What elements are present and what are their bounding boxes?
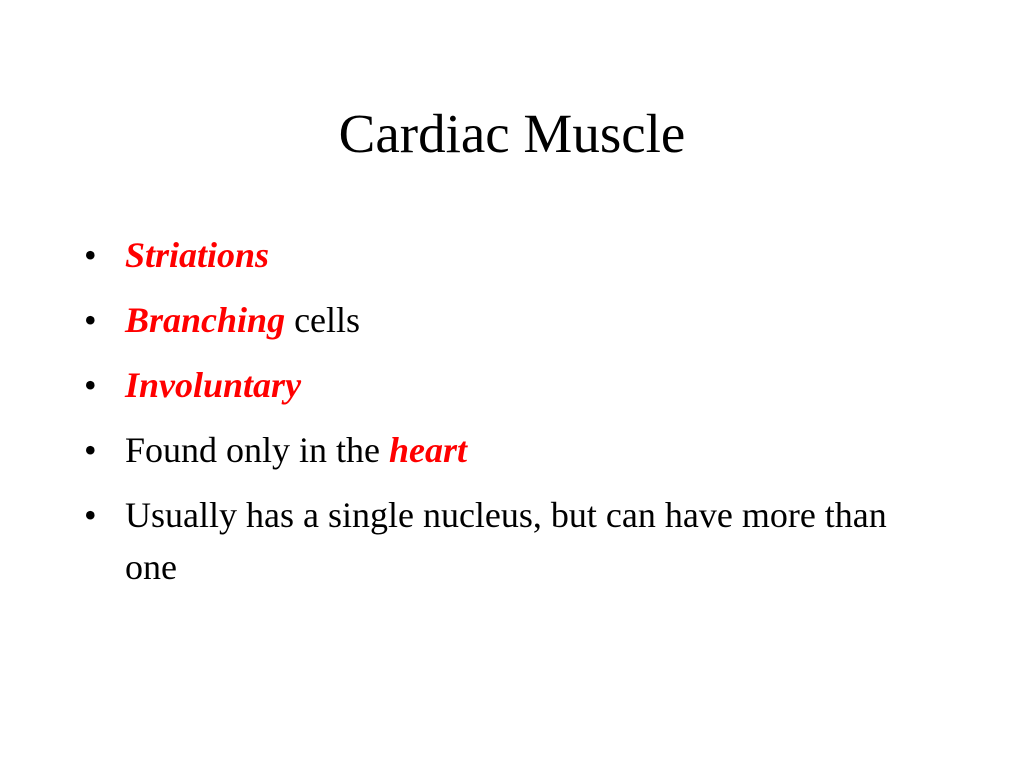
bullet-icon: • (84, 495, 97, 535)
bullet-icon: • (84, 365, 97, 405)
slide-title: Cardiac Muscle (338, 103, 686, 164)
bullet-emphasis: heart (389, 430, 468, 470)
bullet-icon: • (84, 430, 97, 470)
bullet-text: cells (285, 300, 361, 340)
bullet-item-heart (84, 424, 944, 476)
bullet-text: Found only in the (125, 430, 390, 470)
bullet-item-involuntary (84, 359, 944, 411)
bullet-icon: • (84, 235, 97, 275)
bullet-item-branching (84, 294, 944, 346)
bullet-emphasis: Involuntary (125, 365, 302, 405)
bullet-item-nucleus (84, 489, 944, 593)
bullet-emphasis: Branching (125, 300, 286, 340)
bullet-icon: • (84, 300, 97, 340)
bullet-list (84, 229, 944, 606)
bullet-text: Usually has a single nucleus, but can have more than one (125, 495, 887, 587)
bullet-emphasis: Striations (125, 235, 270, 275)
bullet-item-striations (84, 229, 944, 281)
